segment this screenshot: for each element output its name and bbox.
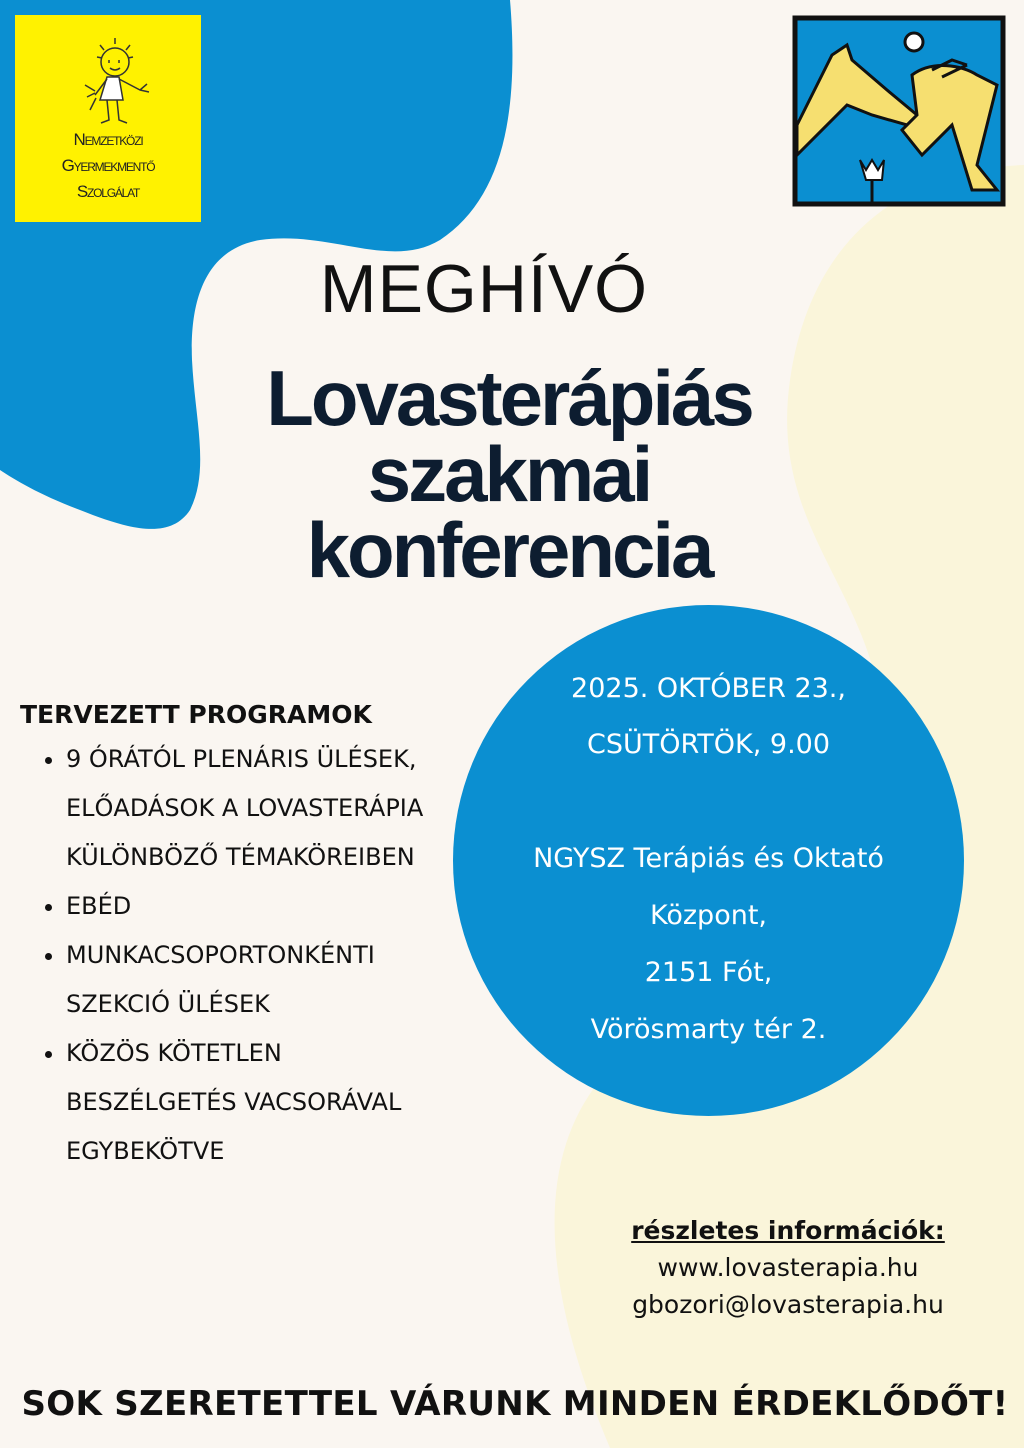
venue-line: Vörösmarty tér 2. [590,1014,827,1045]
title-line: szakmai [367,430,651,518]
program-item: • KÖZÖS KÖTETLEN BESZÉLGETÉS VACSORÁVAL EGYBEKÖTVE [66,1029,426,1176]
org-name-line: Nemzetközi [73,130,143,149]
info-heading: részletes információk: [631,1216,945,1245]
email-link[interactable]: gbozori@lovasterapia.hu [632,1290,944,1319]
program-item: • EBÉD [66,882,426,931]
event-date: 2025. OKTÓBER 23., [571,673,846,704]
contact-info [590,1212,986,1323]
program-list [20,735,426,1176]
title-line: konferencia [306,506,712,594]
invitation-heading: MEGHÍVÓ [319,251,649,327]
org-name-line: Szolgálat [76,182,140,201]
event-details-circle [453,605,964,1116]
website-link[interactable]: www.lovasterapia.hu [657,1253,919,1282]
ngysz-logo [15,15,201,222]
venue-line: Központ, [650,900,767,931]
event-day-time: CSÜTÖRTÖK, 9.00 [586,729,831,760]
program-item: • MUNKACSOPORTONKÉNTI SZEKCIÓ ÜLÉSEK [66,931,426,1029]
program-list-section [20,700,426,1176]
programs-heading: TERVEZETT PROGRAMOK [20,700,372,729]
footer-message: SOK SZERETETTEL VÁRUNK MINDEN ÉRDEKLŐDŐT! [21,1384,1009,1424]
org-name-line: Gyermekmentő [61,156,155,175]
title-line: Lovasterápiás [266,354,752,442]
horse-therapy-logo [792,15,1006,207]
conference-title [0,354,1018,594]
child-drawing-icon [15,15,201,125]
venue-line: NGYSZ Terápiás és Oktató [533,843,884,874]
venue-line: 2151 Fót, [644,957,773,988]
program-item: • 9 ÓRÁTÓL PLENÁRIS ÜLÉSEK, ELŐADÁSOK A LOVASTERÁPIA KÜLÖNBÖZŐ TÉMAKÖREIBEN [66,735,426,882]
